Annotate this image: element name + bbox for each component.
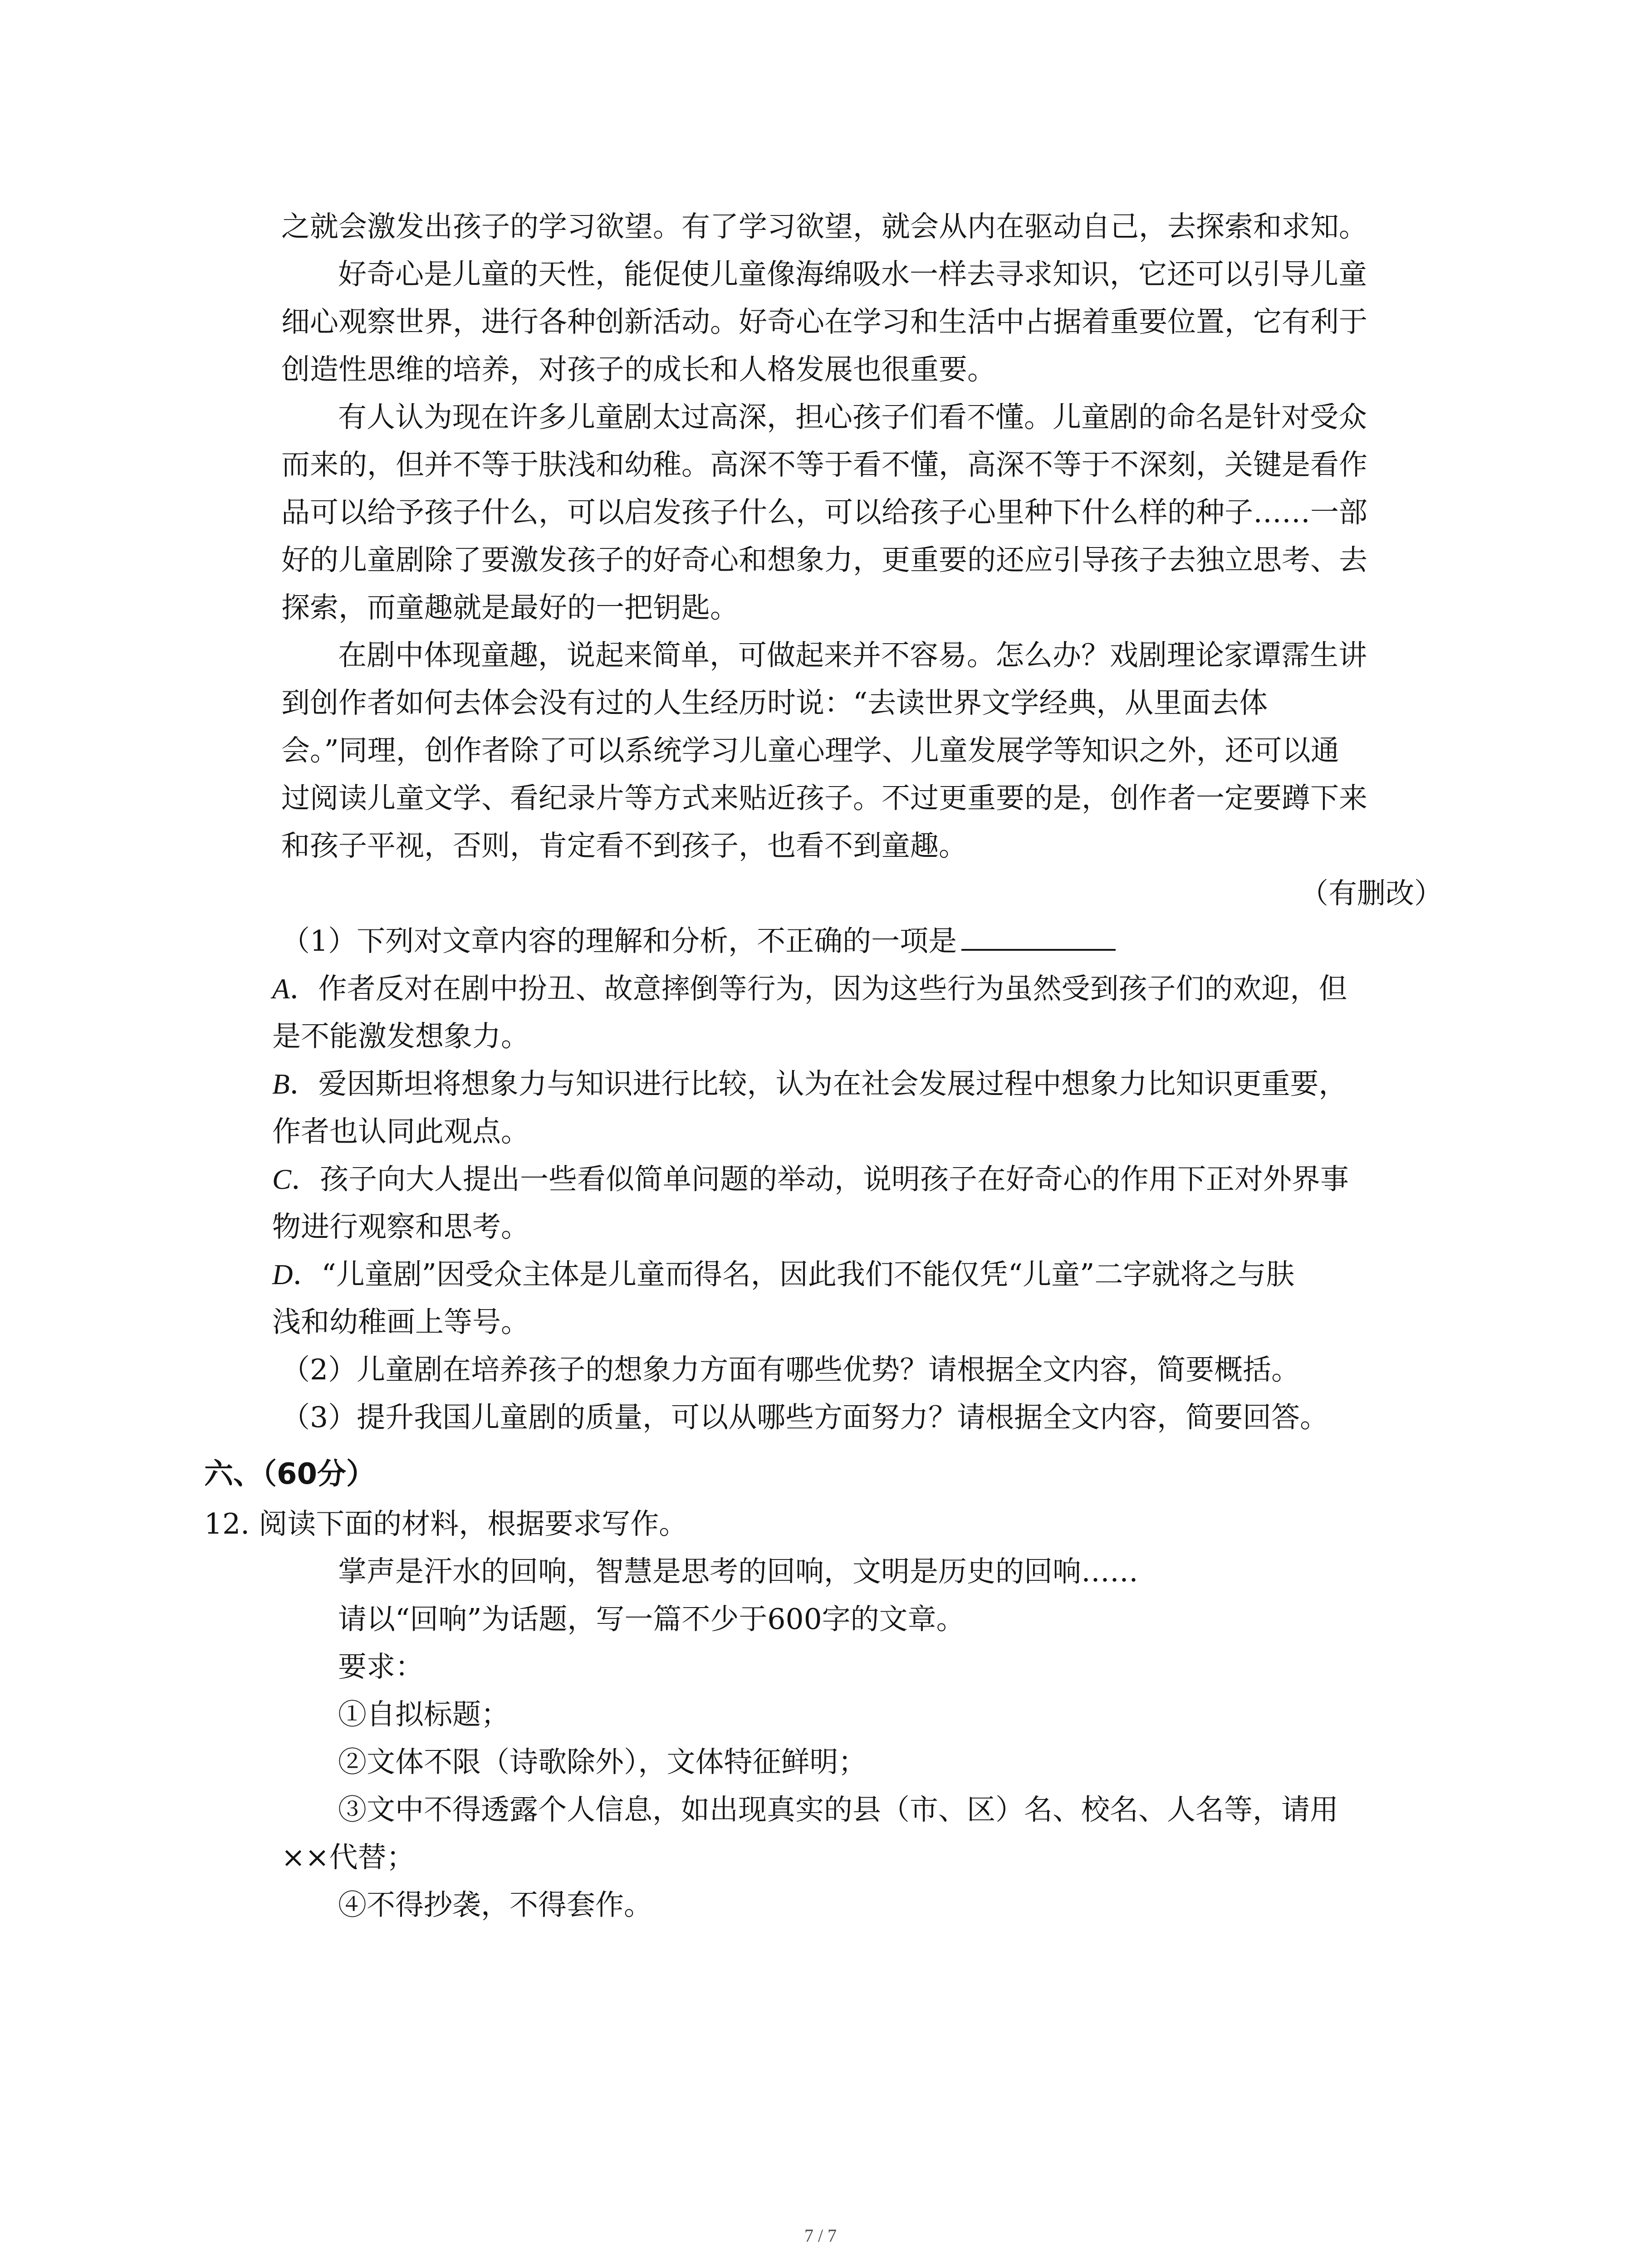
source-note: （有删改） <box>1300 877 1443 910</box>
option-b-letter: B <box>272 1068 290 1100</box>
option-a-letter: A <box>272 973 290 1005</box>
passage-line: 好奇心是儿童的天性，能促使儿童像海绵吸水一样去寻求知识，它还可以引导儿童 <box>338 258 1367 291</box>
option-d-letter: D <box>272 1259 293 1290</box>
option-d-text: ．“儿童剧”因受众主体是儿童而得名，因此我们不能仅凭“儿童”二字就将之与肤 <box>293 1258 1295 1291</box>
requirement-3-cont: ××代替； <box>281 1841 415 1874</box>
answer-blank <box>961 922 1116 951</box>
passage-line: 在剧中体现童趣，说起来简单，可做起来并不容易。怎么办？戏剧理论家谭霈生讲 <box>338 639 1367 672</box>
option-a-line: 是不能激发想象力。 <box>272 1020 529 1053</box>
requirement-3: ③文中不得透露个人信息，如出现真实的县（市、区）名、校名、人名等，请用 <box>338 1793 1338 1826</box>
option-c-letter: C <box>272 1163 292 1195</box>
option-b-line: 作者也认同此观点。 <box>272 1115 529 1148</box>
writing-material: 掌声是汗水的回响，智慧是思考的回响，文明是历史的回响…… <box>338 1555 1138 1588</box>
passage-line: 细心观察世界，进行各种创新活动。好奇心在学习和生活中占据着重要位置，它有利于 <box>281 305 1367 338</box>
passage-line: 过阅读儿童文学、看纪录片等方式来贴近孩子。不过更重要的是，创作者一定要蹲下来 <box>281 782 1367 815</box>
requirements-label: 要求： <box>338 1650 424 1683</box>
requirement-1: ①自拟标题； <box>338 1698 509 1731</box>
page-number: 7 / 7 <box>804 2225 837 2246</box>
passage-line: 创造性思维的培养，对孩子的成长和人格发展也很重要。 <box>281 353 996 386</box>
question-3: （3）提升我国儿童剧的质量，可以从哪些方面努力？请根据全文内容，简要回答。 <box>281 1401 1329 1434</box>
requirement-4: ④不得抄袭，不得套作。 <box>338 1888 652 1921</box>
passage-line: 探索，而童趣就是最好的一把钥匙。 <box>281 591 739 624</box>
section-heading: 六、（60分） <box>204 1457 376 1491</box>
option-a-line <box>272 968 1347 1009</box>
passage-line: 品可以给予孩子什么，可以启发孩子什么，可以给孩子心里种下什么样的种子……一部 <box>281 496 1367 529</box>
question-1-stem <box>281 921 1116 962</box>
option-c-line <box>272 1159 1349 1200</box>
option-b-line <box>272 1064 1347 1105</box>
requirement-2: ②文体不限（诗歌除外），文体特征鲜明； <box>338 1745 867 1779</box>
writing-prompt: 请以“回响”为话题，写一篇不少于600字的文章。 <box>338 1603 965 1636</box>
option-d-line: 浅和幼稚画上等号。 <box>272 1305 529 1339</box>
question-2: （2）儿童剧在培养孩子的想象力方面有哪些优势？请根据全文内容，简要概括。 <box>281 1353 1300 1386</box>
question-12: 12. 阅读下面的材料，根据要求写作。 <box>204 1507 688 1540</box>
passage-line: 而来的，但并不等于肤浅和幼稚。高深不等于看不懂，高深不等于不深刻，关键是看作 <box>281 448 1367 481</box>
passage-line: 有人认为现在许多儿童剧太过高深，担心孩子们看不懂。儿童剧的命名是针对受众 <box>338 401 1367 434</box>
option-b-text: ．爱因斯坦将想象力与知识进行比较，认为在社会发展过程中想象力比知识更重要， <box>289 1067 1347 1100</box>
passage-line: 之就会激发出孩子的学习欲望。有了学习欲望，就会从内在驱动自己，去探索和求知。 <box>281 210 1367 243</box>
option-a-text: ．作者反对在剧中扮丑、故意摔倒等行为，因为这些行为虽然受到孩子们的欢迎，但 <box>289 972 1347 1005</box>
passage-line: 和孩子平视，否则，肯定看不到孩子，也看不到童趣。 <box>281 829 967 862</box>
option-d-line <box>272 1254 1294 1295</box>
passage-line: 到创作者如何去体会没有过的人生经历时说：“去读世界文学经典，从里面去体 <box>281 686 1268 719</box>
passage-line: 好的儿童剧除了要激发孩子的好奇心和想象力，更重要的还应引导孩子去独立思考、去 <box>281 543 1367 577</box>
passage-line: 会。”同理，创作者除了可以系统学习儿童心理学、儿童发展学等知识之外，还可以通 <box>281 734 1339 767</box>
option-c-line: 物进行观察和思考。 <box>272 1210 529 1243</box>
option-c-text: ．孩子向大人提出一些看似简单问题的举动，说明孩子在好奇心的作用下正对外界事 <box>291 1163 1349 1196</box>
question-1-text: （1）下列对文章内容的理解和分析，不正确的一项是 <box>281 924 957 958</box>
